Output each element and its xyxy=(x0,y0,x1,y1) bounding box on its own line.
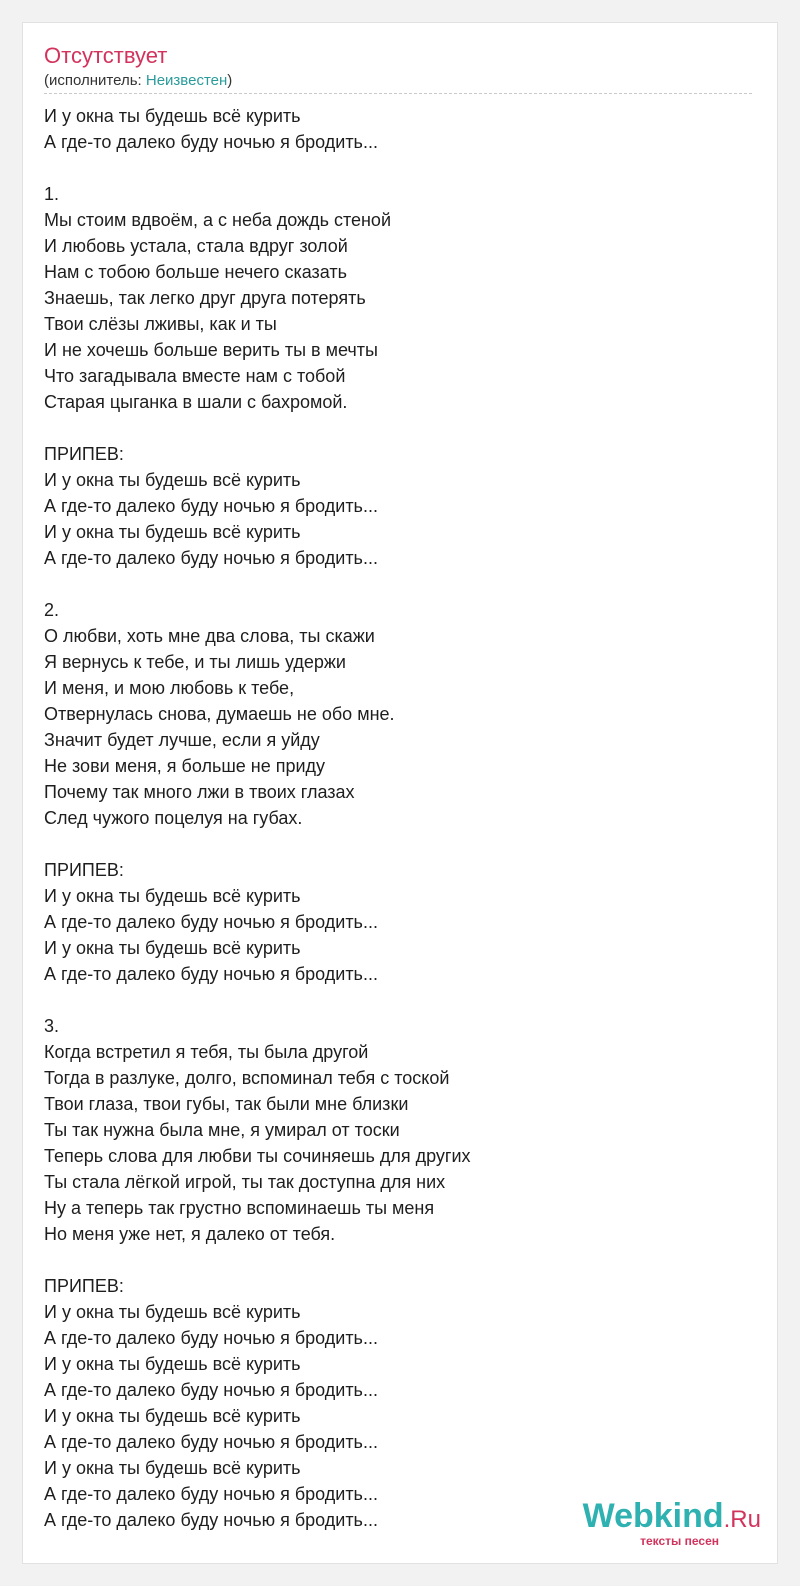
logo-tld: .Ru xyxy=(723,1506,761,1533)
lyric-line: И у окна ты будешь всё курить xyxy=(44,1406,301,1426)
lyric-line: Но меня уже нет, я далеко от тебя. xyxy=(44,1224,336,1244)
artist-prefix: (исполнитель: xyxy=(44,72,146,89)
stanza-gap xyxy=(44,415,759,441)
lyric-line: А где-то далеко буду ночью я бродить... xyxy=(44,1328,378,1348)
lyric-line: 1. xyxy=(44,184,60,204)
lyric-line: А где-то далеко буду ночью я бродить... xyxy=(44,1484,378,1504)
lyric-line: Ты стала лёгкой игрой, ты так доступна для них xyxy=(44,1172,446,1192)
lyric-line: А где-то далеко буду ночью я бродить... xyxy=(44,964,378,984)
lyric-line: Что загадывала вместе нам с тобой xyxy=(44,366,346,386)
lyric-line: И у окна ты будешь всё курить xyxy=(44,522,301,542)
lyric-line: Старая цыганка в шали с бахромой. xyxy=(44,392,348,412)
lyric-line: И любовь устала, стала вдруг золой xyxy=(44,236,348,256)
stanza-gap xyxy=(44,831,759,857)
lyric-line: А где-то далеко буду ночью я бродить... xyxy=(44,496,378,516)
lyric-line: А где-то далеко буду ночью я бродить... xyxy=(44,1432,378,1452)
lyric-line: Мы стоим вдвоём, а с неба дождь стеной xyxy=(44,210,392,230)
logo-brand-name: Webkind xyxy=(582,1497,724,1535)
artist-line xyxy=(44,71,232,91)
lyrics-text xyxy=(44,103,759,1533)
artist-link[interactable]: Неизвестен xyxy=(145,72,228,89)
lyric-line: И не хочешь больше верить ты в мечты xyxy=(44,340,378,360)
lyric-line: И меня, и мою любовь к тебе, xyxy=(44,678,295,698)
lyric-line: Ну а теперь так грустно вспоминаешь ты меня xyxy=(44,1198,435,1218)
lyric-line: Знаешь, так легко друг друга потерять xyxy=(44,288,366,308)
lyric-line: И у окна ты будешь всё курить xyxy=(44,1458,301,1478)
lyric-line: И у окна ты будешь всё курить xyxy=(44,886,301,906)
stanza-gap xyxy=(44,987,759,1013)
lyric-line: 3. xyxy=(44,1016,60,1036)
lyric-line: И у окна ты будешь всё курить xyxy=(44,470,301,490)
lyric-line: Я вернусь к тебе, и ты лишь удержи xyxy=(44,652,346,672)
lyric-line: А где-то далеко буду ночью я бродить... xyxy=(44,1380,378,1400)
lyric-line: Значит будет лучше, если я уйду xyxy=(44,730,320,750)
lyric-line: Когда встретил я тебя, ты была другой xyxy=(44,1042,369,1062)
logo-brand xyxy=(583,1499,761,1537)
lyric-line: Нам с тобою больше нечего сказать xyxy=(44,262,348,282)
lyric-line: О любви, хоть мне два слова, ты скажи xyxy=(44,626,375,646)
stanza-gap xyxy=(44,571,759,597)
webkind-logo xyxy=(583,1499,761,1547)
lyric-line: След чужого поцелуя на губах. xyxy=(44,808,303,828)
stanza-gap xyxy=(44,155,759,181)
lyric-line: Тогда в разлуке, долго, вспоминал тебя с тоской xyxy=(44,1068,450,1088)
lyric-line: А где-то далеко буду ночью я бродить... xyxy=(44,1510,378,1530)
lyric-line: Ты так нужна была мне, я умирал от тоски xyxy=(44,1120,400,1140)
artist-suffix: ) xyxy=(227,72,233,89)
lyric-line: И у окна ты будешь всё курить xyxy=(44,106,301,126)
lyric-line: Твои глаза, твои губы, так были мне близки xyxy=(44,1094,409,1114)
lyric-line: И у окна ты будешь всё курить xyxy=(44,1354,301,1374)
lyric-line: Отвернулась снова, думаешь не обо мне. xyxy=(44,704,395,724)
lyric-line: И у окна ты будешь всё курить xyxy=(44,1302,301,1322)
lyric-line: А где-то далеко буду ночью я бродить... xyxy=(44,132,378,152)
lyric-line: ПРИПЕВ: xyxy=(44,1276,124,1296)
song-title: Отсутствует xyxy=(44,43,168,68)
lyric-line: Не зови меня, я больше не приду xyxy=(44,756,326,776)
lyric-line: Почему так много лжи в твоих глазах xyxy=(44,782,355,802)
lyric-line: Теперь слова для любви ты сочиняешь для других xyxy=(44,1146,471,1166)
lyric-line: А где-то далеко буду ночью я бродить... xyxy=(44,548,378,568)
stanza-gap xyxy=(44,1247,759,1273)
logo-tagline: тексты песен xyxy=(640,1534,719,1548)
lyric-line: ПРИПЕВ: xyxy=(44,444,124,464)
lyric-line: ПРИПЕВ: xyxy=(44,860,124,880)
lyric-line: 2. xyxy=(44,600,60,620)
lyrics-card xyxy=(22,22,778,1564)
lyric-line: А где-то далеко буду ночью я бродить... xyxy=(44,912,378,932)
title-divider xyxy=(44,93,752,94)
lyric-line: И у окна ты будешь всё курить xyxy=(44,938,301,958)
lyric-line: Твои слёзы лживы, как и ты xyxy=(44,314,277,334)
